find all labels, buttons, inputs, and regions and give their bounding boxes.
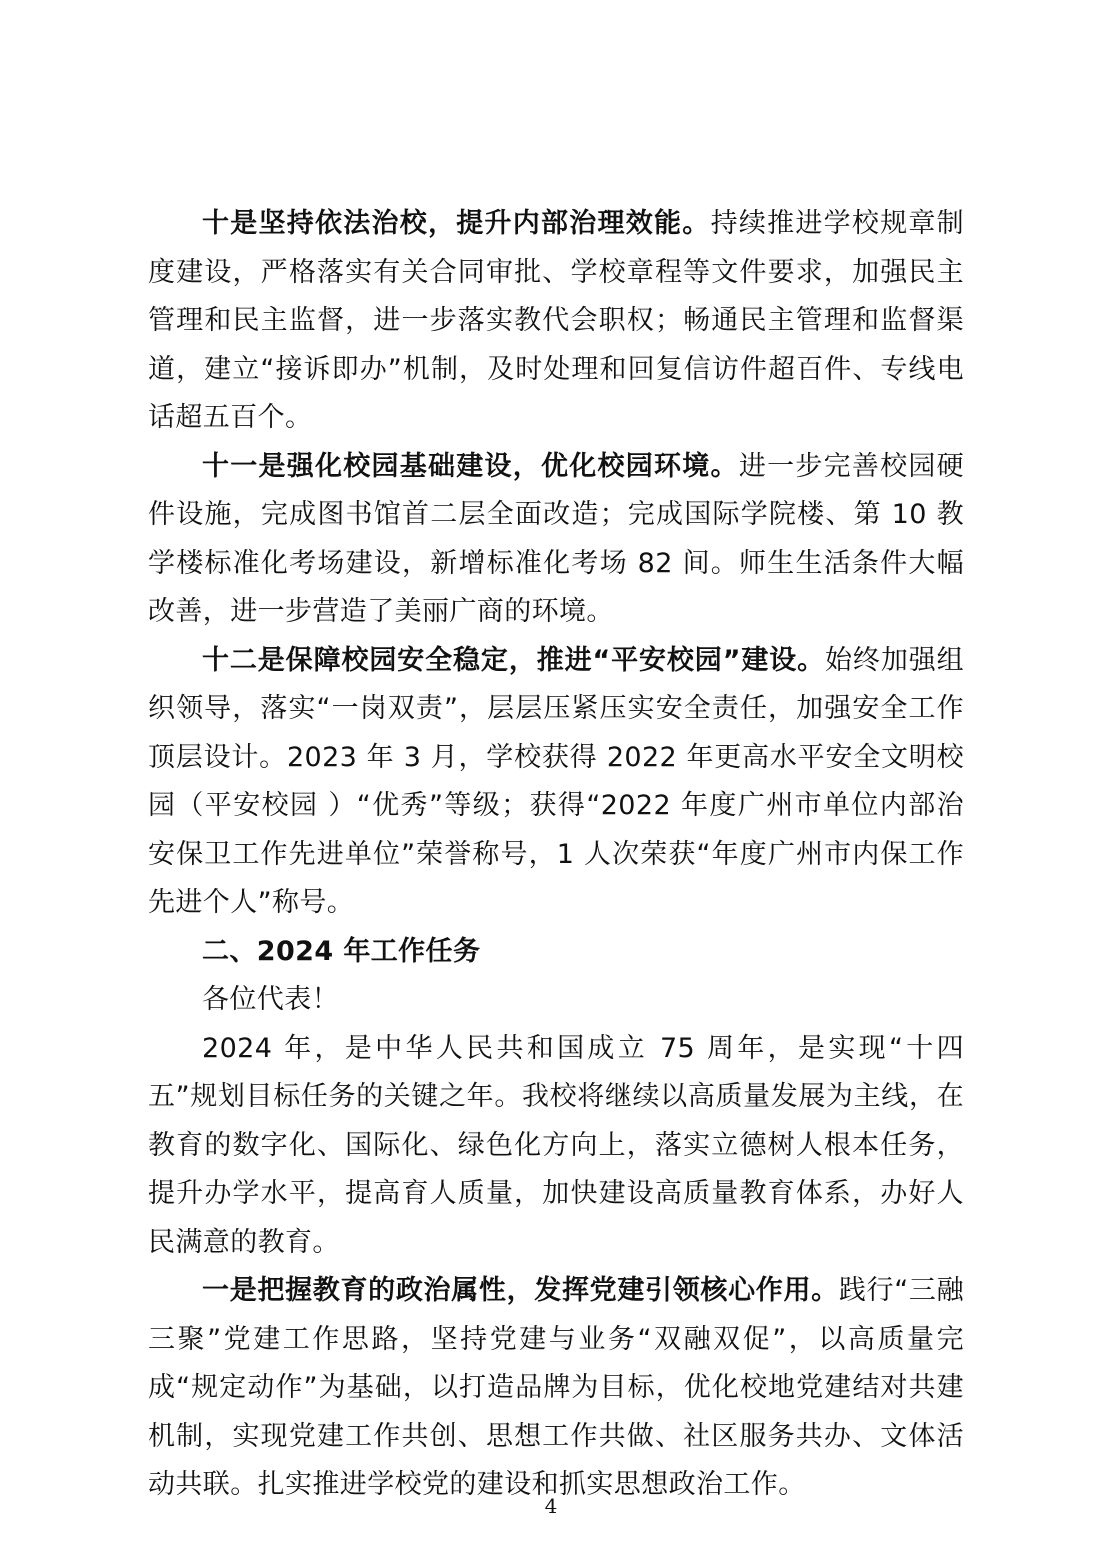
section-heading: 二、2024 年工作任务: [202, 935, 481, 967]
paragraph-text: 始终加强组织领导，落实“一岗双责”，层层压紧压实安全责任，加强安全工作顶层设计。2023 年 3 月，学校获得 2022 年更高水平安全文明校园（平安校园 ）“优秀”等级；获得“2022 年度广州市单位内部治安保卫工作先进单位”荣誉称号，1 人次荣获“年度广州市内保工作先进个人”称号。: [148, 644, 965, 918]
paragraph-party-building: [148, 1267, 964, 1510]
paragraph-text: 进一步完善校园硬件设施，完成图书馆首二层全面改造；完成国际学院楼、第 10 教学楼标准化考场建设，新增标准化考场 82 间。师生生活条件大幅改善，进一步营造了美丽广商的环境。: [148, 450, 965, 627]
intro-paragraph: 2024 年，是中华人民共和国成立 75 周年，是实现“十四五”规划目标任务的关键之年。我校将继续以高质量发展为主线，在教育的数字化、国际化、绿色化方向上，落实立德树人根本任务，提升办学水平，提高育人质量，加快建设高质量教育体系，办好人民满意的教育。: [148, 1032, 964, 1258]
paragraph-lead: 十是坚持依法治校，提升内部治理效能。: [202, 208, 711, 239]
paragraph-lead: 十一是强化校园基础建设，优化校园环境。: [202, 450, 739, 482]
greeting: 各位代表！: [202, 984, 339, 1015]
paragraph-lead: 十二是保障校园安全稳定，推进“平安校园”建设。: [202, 644, 826, 676]
paragraph-campus-infrastructure: [148, 443, 964, 637]
paragraph-lead: 一是把握教育的政治属性，发挥党建引领核心作用。: [202, 1275, 839, 1306]
paragraph-campus-safety: [148, 637, 964, 928]
paragraph-rule-of-law: [148, 200, 964, 443]
page-number: 4: [544, 1494, 558, 1518]
paragraph-text: 践行“三融三聚”党建工作思路，坚持党建与业务“双融双促”，以高质量完成“规定动作”为基础，以打造品牌为目标，优化校地党建结对共建机制，实现党建工作共创、思想工作共做、社区服务共办、文体活动共联。扎实推进学校党的建设和抓实思想政治工作。: [148, 1275, 964, 1500]
paragraph-text: 持续推进学校规章制度建设，严格落实有关合同审批、学校章程等文件要求，加强民主管理和民主监督，进一步落实教代会职权；畅通民主管理和监督渠道，建立“接诉即办”机制，及时处理和回复信访件超百件、专线电话超五百个。: [148, 208, 964, 433]
document-body: [148, 200, 964, 1510]
